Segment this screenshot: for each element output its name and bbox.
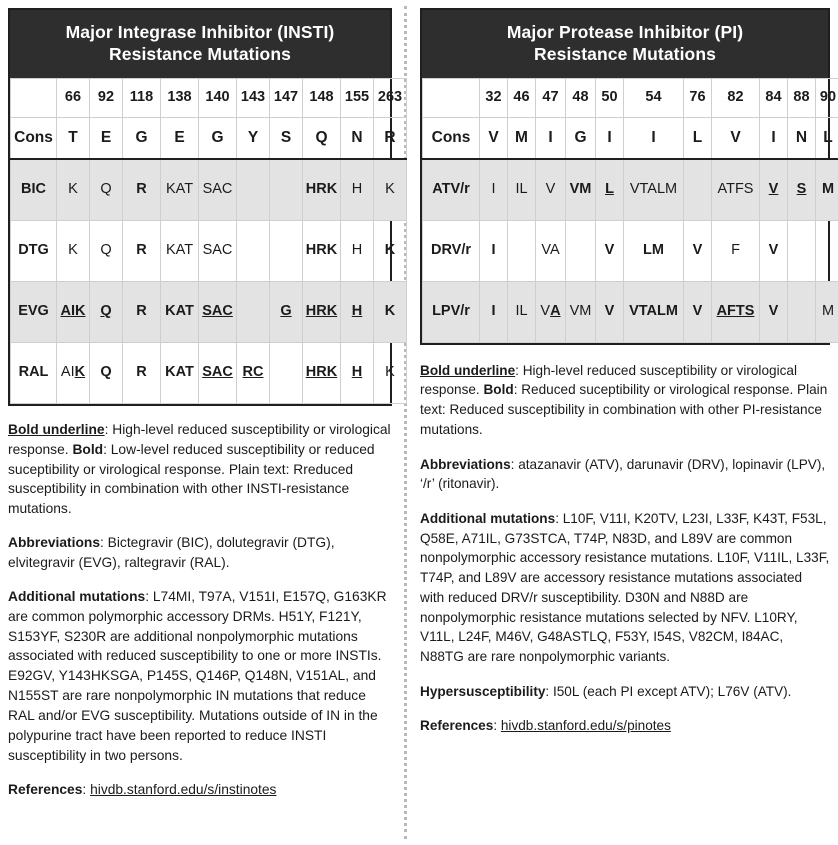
insti-mutation-cell: [270, 342, 303, 403]
pi-legend-text-b: : Reduced suceptibility or virological response. Plain text: Reduced susceptibility in combination with other PI-resistance mutations.: [420, 382, 828, 437]
pi-mutation-cell: [536, 281, 566, 342]
pi-mutation-segment: VA: [541, 242, 560, 259]
insti-title-line-2: Resistance Mutations: [109, 44, 291, 65]
pi-mutation-segment: V: [604, 242, 615, 259]
pi-mutation-cell: [684, 220, 712, 281]
insti-mutation-cell: [199, 220, 237, 281]
pi-drug-row: [423, 281, 838, 342]
insti-consensus-label: Cons: [11, 117, 57, 159]
pi-mutation-cell: [816, 220, 838, 281]
pi-mutation-segment: V: [545, 181, 556, 198]
pi-consensus-aa: I: [760, 117, 788, 159]
pi-mutation-cell: [788, 159, 816, 221]
pi-drug-label: ATV/r: [423, 159, 480, 221]
insti-consensus-aa: S: [270, 117, 303, 159]
pi-notes: [420, 361, 830, 736]
insti-mutation-segment: SAC: [202, 242, 233, 259]
insti-legend-note: [8, 420, 392, 519]
pi-position-header: 88: [788, 78, 816, 117]
insti-mutation-cell: [90, 220, 123, 281]
insti-mutation-cell: [341, 220, 374, 281]
pi-header-corner-cell: [423, 78, 480, 117]
insti-position-header-row: [11, 78, 407, 117]
pi-mutation-segment: LM: [643, 242, 664, 259]
insti-mutation-segment: SAC: [202, 303, 233, 320]
insti-legend-bold-term: Bold: [72, 441, 104, 457]
pi-mutation-cell: [760, 220, 788, 281]
insti-mutation-segment: HRK: [305, 364, 338, 381]
insti-consensus-aa: N: [341, 117, 374, 159]
pi-mutation-cell: [536, 220, 566, 281]
pi-mutation-segment: AFTS: [716, 303, 755, 320]
insti-mutation-segment: H: [351, 181, 363, 198]
pi-drug-label: LPV/r: [423, 281, 480, 342]
pi-legend-lead: Bold underline: [420, 362, 516, 378]
insti-position-header: 92: [90, 78, 123, 117]
pi-consensus-aa: G: [566, 117, 596, 159]
pi-position-header: 32: [480, 78, 508, 117]
pi-consensus-aa: I: [624, 117, 684, 159]
insti-mutation-cell: [199, 342, 237, 403]
insti-mutation-segment: AIK: [60, 303, 86, 320]
pi-mutation-segment: I: [491, 181, 496, 198]
pi-mutation-cell: [684, 159, 712, 221]
pi-mutation-segment: L: [605, 181, 614, 198]
insti-position-header: 263: [374, 78, 407, 117]
insti-mutation-cell: [270, 281, 303, 342]
insti-consensus-aa: Y: [237, 117, 270, 159]
pi-mutation-cell: [816, 281, 838, 342]
pi-mutation-segment: VTALM: [629, 303, 678, 320]
insti-drug-row: [11, 220, 407, 281]
pi-title-line-2: Resistance Mutations: [534, 44, 716, 65]
pi-consensus-aa: M: [508, 117, 536, 159]
insti-title-line-1: Major Integrase Inhibitor (INSTI): [65, 22, 335, 42]
pi-mutation-segment: VTALM: [629, 181, 678, 198]
pi-mutation-table: [422, 78, 838, 343]
insti-references-lead: References: [8, 781, 83, 797]
insti-abbreviations-text: : Bictegravir (BIC), dolutegravir (DTG), elvitegravir (EVG), raltegravir (RAL).: [8, 535, 335, 570]
insti-mutation-segment: KAT: [165, 303, 194, 320]
pi-mutation-segment: V: [768, 303, 779, 320]
insti-mutation-cell: [303, 342, 341, 403]
pi-mutation-cell: [536, 159, 566, 221]
insti-mutation-cell: [374, 220, 407, 281]
pi-drug-row: [423, 159, 838, 221]
insti-position-header: 148: [303, 78, 341, 117]
pi-position-header: 84: [760, 78, 788, 117]
pi-mutation-cell: [816, 159, 838, 221]
pi-abbreviations-note: [420, 455, 830, 494]
insti-mutation-cell: [303, 220, 341, 281]
insti-mutation-segment: H: [351, 242, 363, 259]
insti-consensus-aa: T: [57, 117, 90, 159]
insti-mutation-cell: [270, 220, 303, 281]
insti-mutation-cell: [341, 159, 374, 221]
insti-consensus-aa: G: [123, 117, 161, 159]
insti-mutation-segment: HRK: [305, 181, 338, 198]
insti-mutation-cell: [161, 281, 199, 342]
insti-mutation-segment: AI: [60, 364, 75, 381]
insti-mutation-table: [10, 78, 407, 404]
insti-mutation-cell: [237, 220, 270, 281]
pi-legend-text-a: : High-level reduced susceptibility or virological response.: [420, 362, 797, 398]
pi-mutation-cell: [508, 159, 536, 221]
pi-mutation-cell: [480, 281, 508, 342]
insti-consensus-aa: R: [374, 117, 407, 159]
pi-mutation-cell: [788, 220, 816, 281]
insti-mutation-cell: [161, 220, 199, 281]
insti-drug-label: DTG: [11, 220, 57, 281]
pi-mutation-segment: M: [821, 181, 835, 198]
insti-mutation-cell: [57, 281, 90, 342]
insti-additional-lead: Additional mutations: [8, 588, 146, 604]
insti-mutation-segment: Q: [100, 364, 112, 381]
insti-consensus-row: [11, 117, 407, 159]
pi-mutation-segment: V: [768, 242, 779, 259]
pi-references-lead: References: [420, 718, 494, 734]
insti-mutation-cell: [374, 281, 407, 342]
insti-table-title: [10, 10, 390, 78]
insti-mutation-cell: [161, 159, 199, 221]
insti-mutation-cell: [123, 281, 161, 342]
pi-mutation-cell: [566, 281, 596, 342]
pi-mutation-cell: [624, 159, 684, 221]
pi-consensus-aa: V: [480, 117, 508, 159]
insti-mutation-cell: [237, 159, 270, 221]
insti-mutation-segment: R: [136, 364, 147, 381]
insti-references-separator: :: [82, 781, 91, 797]
insti-additional-mutations-note: [8, 587, 392, 766]
pi-table-panel: [420, 8, 837, 345]
insti-mutation-segment: R: [136, 181, 147, 198]
pi-abbreviations-text: : atazanavir (ATV), darunavir (DRV), lopinavir (LPV), ‘/r’ (ritonavir).: [420, 456, 826, 492]
insti-mutation-segment: SAC: [202, 364, 233, 381]
pi-mutation-segment: VM: [569, 303, 592, 320]
insti-mutation-cell: [123, 342, 161, 403]
pi-consensus-aa: L: [684, 117, 712, 159]
pi-mutation-segment: IL: [515, 181, 528, 198]
insti-table-panel: [8, 8, 403, 406]
insti-mutation-segment: Q: [100, 242, 112, 259]
pi-consensus-aa: I: [596, 117, 624, 159]
pi-additional-lead: Additional mutations: [420, 511, 556, 526]
pi-mutation-cell: [712, 281, 760, 342]
pi-position-header: 90: [816, 78, 838, 117]
pi-mutation-cell: [596, 159, 624, 221]
pi-mutation-segment: I: [491, 303, 496, 320]
pi-table-title: [422, 10, 828, 78]
insti-mutation-segment: Q: [100, 181, 112, 198]
insti-position-header: 66: [57, 78, 90, 117]
insti-mutation-cell: [90, 281, 123, 342]
pi-mutation-cell: [508, 220, 536, 281]
insti-mutation-cell: [90, 342, 123, 403]
pi-mutation-cell: [788, 281, 816, 342]
insti-mutation-segment: RC: [242, 364, 264, 381]
pi-position-header: 46: [508, 78, 536, 117]
insti-mutation-cell: [123, 159, 161, 221]
pi-hypersusceptibility-note: [420, 682, 830, 702]
pi-abbreviations-lead: Abbreviations: [420, 456, 511, 472]
pi-mutation-cell: [624, 220, 684, 281]
insti-mutation-cell: [341, 281, 374, 342]
insti-drug-row: [11, 281, 407, 342]
insti-mutation-cell: [374, 159, 407, 221]
pi-mutation-segment: V: [604, 303, 615, 320]
pi-consensus-label: Cons: [423, 117, 480, 159]
insti-mutation-segment: R: [136, 303, 147, 320]
pi-mutation-cell: [480, 159, 508, 221]
pi-position-header: 82: [712, 78, 760, 117]
pi-legend-note: [420, 361, 830, 440]
insti-mutation-segment: H: [351, 364, 363, 381]
pi-column: [412, 0, 838, 751]
insti-position-header: 118: [123, 78, 161, 117]
pi-references-separator: :: [493, 718, 501, 734]
insti-consensus-aa: Q: [303, 117, 341, 159]
pi-mutation-segment: VM: [569, 181, 592, 198]
insti-mutation-cell: [303, 281, 341, 342]
insti-references-link[interactable]: hivdb.stanford.edu/s/instinotes: [90, 781, 277, 797]
insti-mutation-segment: HRK: [305, 242, 338, 259]
insti-legend-lead: Bold underline: [8, 421, 105, 437]
pi-mutation-segment: ATFS: [717, 181, 754, 198]
insti-mutation-segment: SAC: [202, 181, 233, 198]
insti-mutation-cell: [123, 220, 161, 281]
pi-mutation-cell: [712, 159, 760, 221]
pi-consensus-aa: I: [536, 117, 566, 159]
insti-mutation-cell: [199, 281, 237, 342]
insti-mutation-segment: HRK: [305, 303, 338, 320]
insti-drug-label: RAL: [11, 342, 57, 403]
insti-abbreviations-lead: Abbreviations: [8, 535, 100, 551]
insti-mutation-segment: K: [74, 364, 86, 381]
insti-mutation-segment: K: [384, 242, 396, 259]
pi-mutation-segment: IL: [515, 303, 528, 320]
insti-mutation-segment: H: [351, 303, 363, 320]
insti-position-header: 143: [237, 78, 270, 117]
insti-mutation-cell: [341, 342, 374, 403]
pi-position-header: 76: [684, 78, 712, 117]
pi-mutation-segment: V: [692, 242, 703, 259]
pi-mutation-segment: F: [731, 242, 740, 259]
pi-position-header: 47: [536, 78, 566, 117]
pi-references-note: [420, 716, 830, 736]
insti-mutation-cell: [199, 159, 237, 221]
insti-mutation-cell: [270, 159, 303, 221]
pi-mutation-cell: [684, 281, 712, 342]
pi-mutation-cell: [760, 281, 788, 342]
insti-mutation-cell: [57, 159, 90, 221]
insti-drug-label: EVG: [11, 281, 57, 342]
pi-drug-row: [423, 220, 838, 281]
insti-mutation-segment: K: [384, 303, 396, 320]
insti-position-header: 140: [199, 78, 237, 117]
insti-mutation-segment: KAT: [165, 242, 194, 259]
insti-mutation-segment: K: [385, 364, 395, 381]
pi-mutation-cell: [480, 220, 508, 281]
insti-position-header: 147: [270, 78, 303, 117]
insti-mutation-cell: [374, 342, 407, 403]
pi-mutation-segment: V: [768, 181, 779, 198]
pi-position-header: 48: [566, 78, 596, 117]
pi-mutation-cell: [508, 281, 536, 342]
pi-position-header: 50: [596, 78, 624, 117]
insti-position-header: 155: [341, 78, 374, 117]
insti-references-note: [8, 780, 392, 800]
insti-mutation-cell: [90, 159, 123, 221]
insti-mutation-segment: K: [68, 181, 78, 198]
pi-mutation-cell: [566, 159, 596, 221]
insti-mutation-cell: [161, 342, 199, 403]
insti-abbreviations-note: [8, 533, 392, 573]
pi-drug-label: DRV/r: [423, 220, 480, 281]
insti-mutation-segment: Q: [100, 303, 112, 320]
pi-consensus-aa: V: [712, 117, 760, 159]
insti-mutation-segment: KAT: [165, 364, 194, 381]
pi-consensus-aa: N: [788, 117, 816, 159]
insti-mutation-segment: R: [136, 242, 147, 259]
insti-mutation-segment: KAT: [165, 181, 194, 198]
pi-mutation-segment: V: [540, 303, 551, 320]
pi-mutation-segment: M: [821, 303, 835, 320]
pi-mutation-segment: A: [550, 303, 561, 320]
pi-legend-bold-term: Bold: [483, 382, 514, 398]
insti-mutation-cell: [57, 220, 90, 281]
pi-position-header-row: [423, 78, 838, 117]
pi-hypersusceptibility-text: : I50L (each PI except ATV); L76V (ATV).: [545, 683, 792, 699]
pi-mutation-cell: [566, 220, 596, 281]
insti-mutation-segment: K: [385, 181, 395, 198]
insti-position-header: 138: [161, 78, 199, 117]
insti-mutation-cell: [303, 159, 341, 221]
pi-title-line-1: Major Protease Inhibitor (PI): [506, 22, 744, 42]
pi-consensus-row: [423, 117, 838, 159]
insti-column: [0, 0, 403, 813]
pi-position-header: 54: [624, 78, 684, 117]
pi-mutation-segment: S: [796, 181, 807, 198]
insti-mutation-segment: G: [280, 303, 292, 320]
pi-mutation-cell: [760, 159, 788, 221]
insti-consensus-aa: E: [90, 117, 123, 159]
pi-hypersusceptibility-lead: Hypersusceptibility: [420, 683, 546, 699]
insti-notes: [8, 420, 392, 800]
pi-additional-mutations-note: [420, 509, 830, 667]
insti-drug-row: [11, 342, 407, 403]
insti-header-corner-cell: [11, 78, 57, 117]
insti-mutation-segment: K: [68, 242, 78, 259]
insti-legend-text-b: : Low-level reduced susceptibility or reduced suceptibility or virological response. Plain text: Rreduced susceptibility in combination with other INSTI-resistance mutations.: [8, 441, 375, 517]
insti-legend-text-a: : High-level reduced susceptibility or virological response.: [8, 421, 391, 457]
insti-drug-row: [11, 159, 407, 221]
insti-additional-text: : L74MI, T97A, V151I, E157Q, G163KR are common polymorphic accessory DRMs. H51Y, F121Y, S153YF, S230R are additional nonpolymorphic mutations associated with reduced susceptibility to one or more INSTIs. E92GV, Y143HKSGA, P145S, Q146P, Q148N, V151AL, and N155ST are rare nonpolymorphic IN mutations that reduce RAL and/or EVG susceptibility. Mutations outside of IN in the polypurine tract have been reported to reduce INSTI susceptibility in two persons.: [8, 588, 387, 763]
insti-mutation-cell: [237, 342, 270, 403]
pi-mutation-cell: [712, 220, 760, 281]
insti-consensus-aa: E: [161, 117, 199, 159]
pi-consensus-aa: L: [816, 117, 838, 159]
pi-mutation-cell: [596, 220, 624, 281]
pi-mutation-cell: [624, 281, 684, 342]
insti-drug-label: BIC: [11, 159, 57, 221]
pi-mutation-cell: [596, 281, 624, 342]
insti-mutation-cell: [237, 281, 270, 342]
pi-references-link[interactable]: hivdb.stanford.edu/s/pinotes: [500, 718, 671, 734]
pi-mutation-segment: V: [692, 303, 703, 320]
pi-mutation-segment: I: [491, 242, 496, 259]
insti-mutation-cell: [57, 342, 90, 403]
pi-additional-text: : L10F, V11I, K20TV, L23I, L33F, K43T, F53L, Q58E, A71IL, G73STCA, T74P, N83D, and L89V are common nonpolymorphic accessory resistance mutations. L10F, V11IL, L33F, T74P, and L89V are accessory resistance mutations associated with reduced DRV/r susceptibility. D30N and N88D are nonpolymorphic resistance mutations selected by NFV. L10RY, V11L, L24F, M46V, G48ASTLQ, F53Y, I54S, V82CM, I84AC, N88TG are rare nonpolymorphic variants.: [420, 511, 830, 664]
insti-consensus-aa: G: [199, 117, 237, 159]
